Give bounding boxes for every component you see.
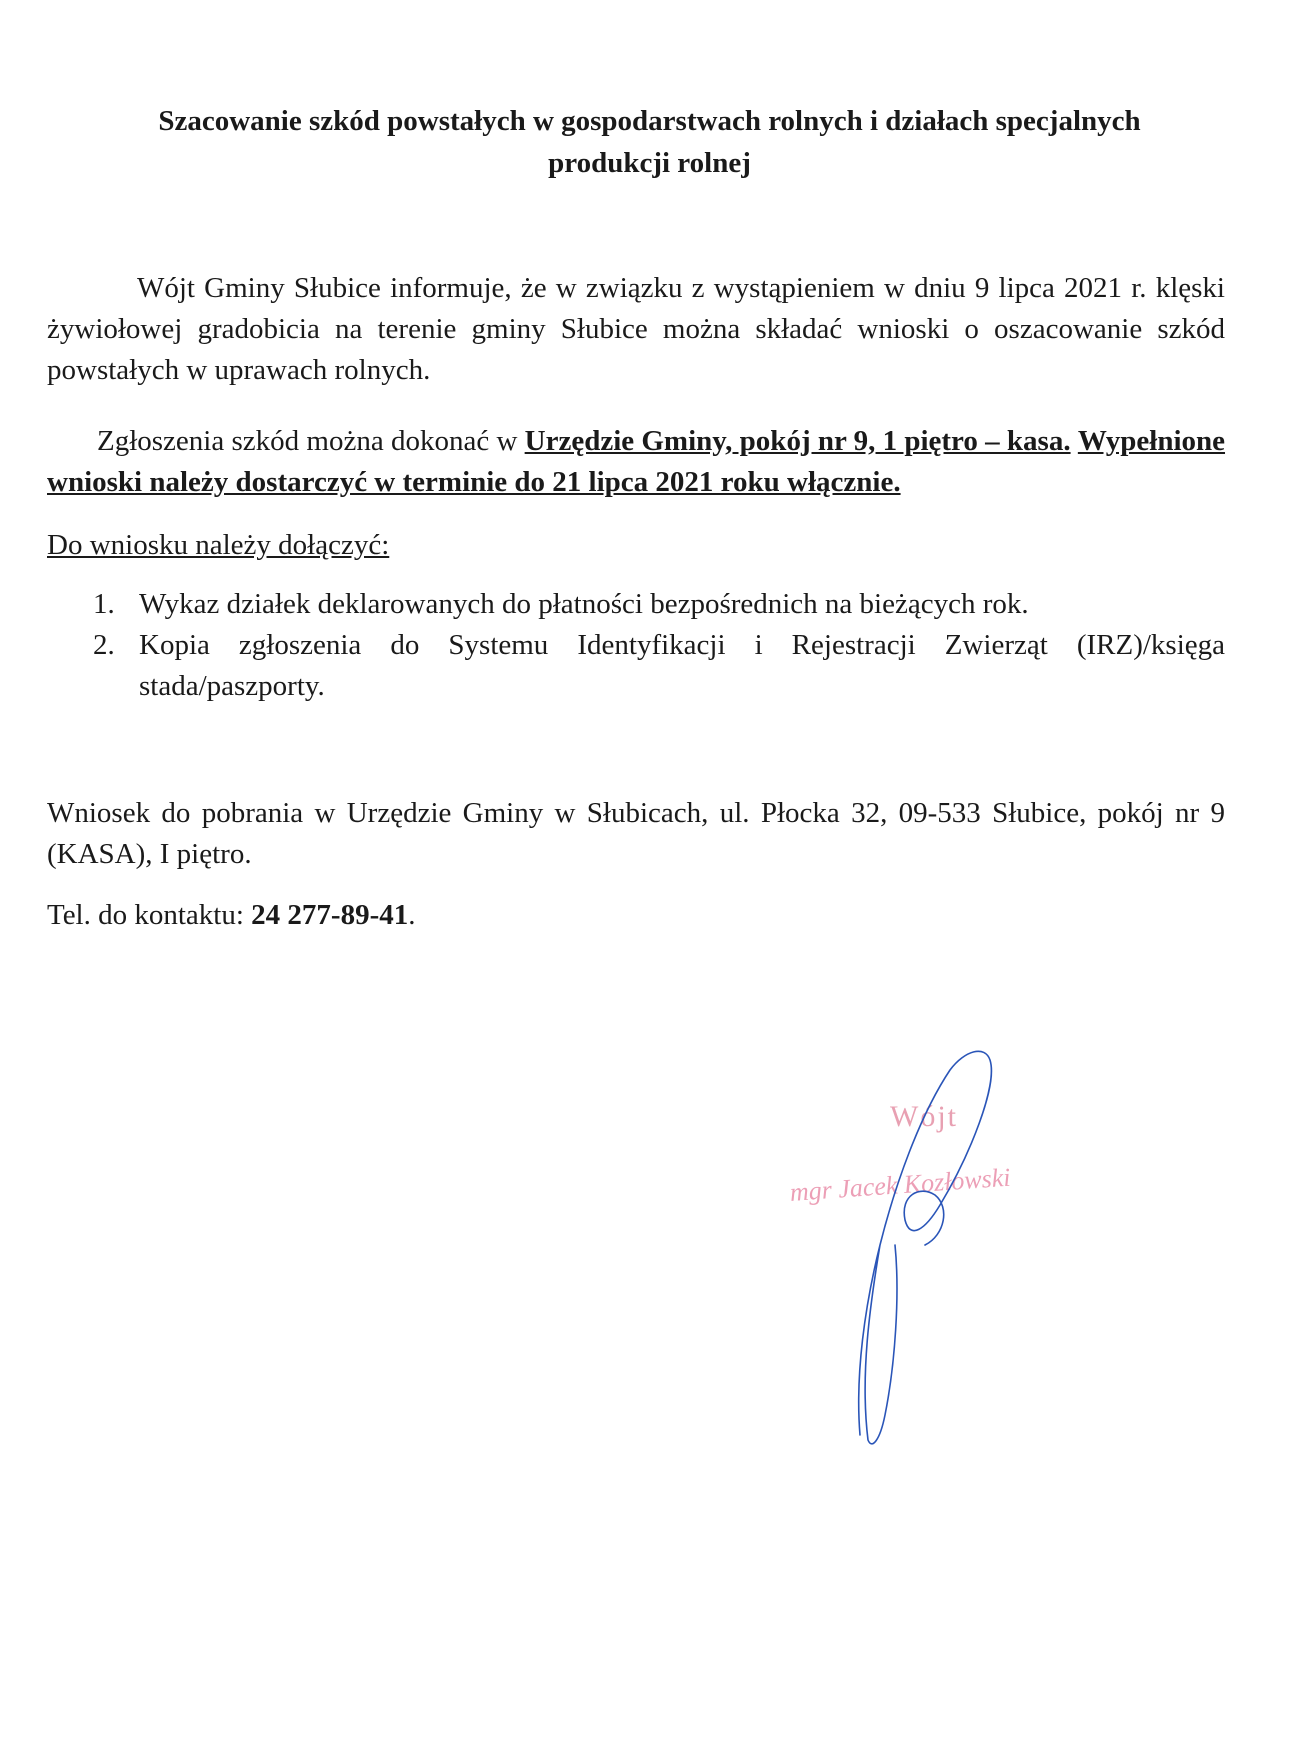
list-item-text: Wykaz działek deklarowanych do płatności bezpośrednich na bieżących rok. <box>139 588 1029 620</box>
contact-phone: 24 277-89-41 <box>251 899 409 931</box>
office-location: Urzędzie Gminy, pokój nr 9, 1 piętro – kasa. <box>524 425 1071 457</box>
list-item-text: Kopia zgłoszenia do Systemu Identyfikacji i Rejestracji Zwierząt (IRZ)/księga stada/paszporty. <box>139 629 1225 702</box>
list-item-number: 1. <box>93 588 115 620</box>
attachments-list <box>47 584 1225 707</box>
title-line-1: Szacowanie szkód powstałych w gospodarstwach rolnych i działach specjalnych <box>158 105 1141 137</box>
list-item <box>47 584 1225 625</box>
list-item-number: 2. <box>93 629 115 661</box>
attachments-heading <box>47 525 1225 566</box>
handwritten-signature <box>840 1045 1040 1445</box>
signature-stroke <box>859 1051 992 1444</box>
announcement-paragraph: Wójt Gminy Słubice informuje, że w związku z wystąpieniem w dniu 9 lipca 2021 r. klęski żywiołowej gradobicia na terenie gminy Słubice można składać wnioski o oszacowanie szkód powstałych w uprawach rolnych. <box>47 272 1225 386</box>
stamp-name: mgr Jacek Kozłowski <box>788 1162 1012 1207</box>
stamp-title: Wójt <box>890 1100 958 1133</box>
contact-suffix: . <box>408 899 416 931</box>
attachments-heading-text: Do wniosku należy dołączyć: <box>47 529 390 561</box>
download-info-paragraph: Wniosek do pobrania w Urzędzie Gminy w Słubicach, ul. Płocka 32, 09-533 Słubice, pokój nr 9 (KASA), I piętro. <box>47 797 1225 870</box>
list-item <box>47 625 1225 707</box>
contact-label: Tel. do kontaktu: <box>47 899 252 931</box>
submission-paragraph <box>47 421 1225 503</box>
submission-prefix: Zgłoszenia szkód można dokonać w <box>97 425 525 457</box>
contact-paragraph <box>47 895 1225 936</box>
deadline-notice: Wypełnione wnioski należy dostarczyć w terminie do 21 lipca 2021 roku włącznie. <box>47 425 1226 498</box>
title-line-2: produkcji rolnej <box>548 147 751 179</box>
document-title <box>40 100 1259 184</box>
